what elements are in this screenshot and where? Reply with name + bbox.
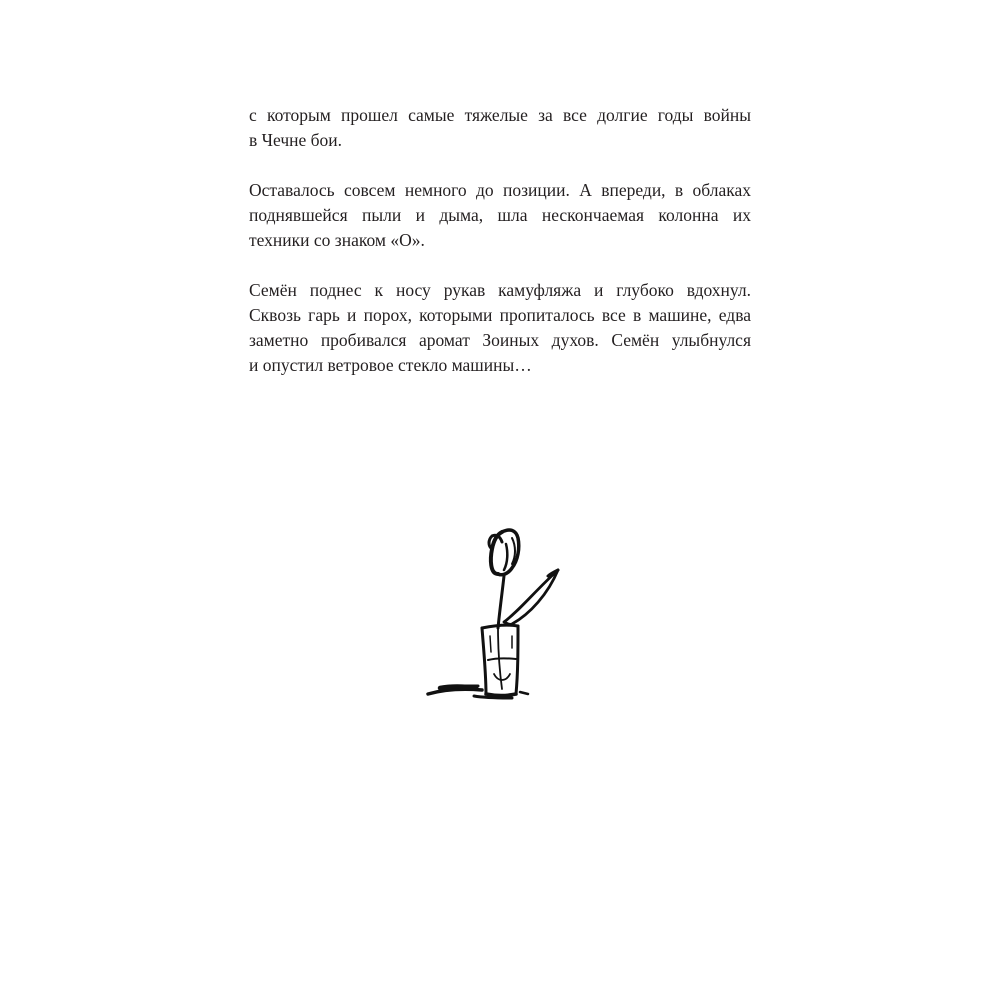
tulip-in-glass-icon <box>420 524 565 704</box>
paragraph-1 <box>249 103 751 153</box>
text-line: Сквозь гарь и порох, которыми пропиталось все в машине, едва <box>249 305 751 325</box>
text-line: заметно пробивался аромат Зоиных духов. Семён улыбнулся <box>249 330 751 350</box>
text-line: поднявшейся пыли и дыма, шла нескончаемая колонна их <box>249 205 751 225</box>
text-line: Оставалось совсем немного до позиции. А впереди, в облаках <box>249 180 751 200</box>
paragraph-3 <box>249 278 751 378</box>
paragraph-2 <box>249 178 751 253</box>
body-text <box>249 103 751 403</box>
text-line: и опустил ветровое стекло машины… <box>249 355 532 375</box>
text-line: Семён поднес к носу рукав камуфляжа и глубоко вдохнул. <box>249 280 751 300</box>
text-line: с которым прошел самые тяжелые за все долгие годы войны <box>249 105 751 125</box>
text-line: техники со знаком «О». <box>249 230 425 250</box>
text-line: в Чечне бои. <box>249 130 343 150</box>
